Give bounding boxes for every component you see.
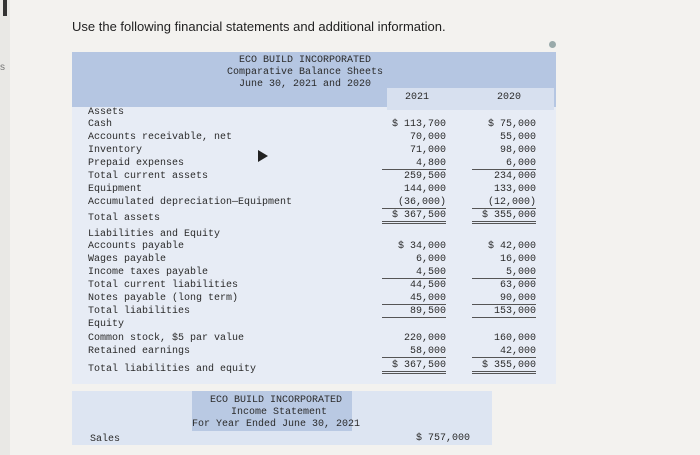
sales-value: $ 757,000 — [416, 433, 471, 444]
value-2021: 58,000 — [382, 346, 446, 358]
value-2021: (36,000) — [382, 197, 446, 209]
value-2020: 160,000 — [493, 333, 536, 344]
value-2021: 259,500 — [403, 171, 446, 182]
row-label: Equity — [88, 319, 125, 330]
value-2020: $ 42,000 — [487, 241, 536, 252]
value-2020: (12,000) — [472, 197, 536, 209]
value-2021: 45,000 — [382, 293, 446, 305]
row-label: Wages payable — [88, 254, 167, 265]
value-2021: 4,500 — [382, 267, 446, 279]
instruction-text: Use the following financial statements and additional information. — [72, 19, 446, 34]
row-label: Total current liabilities — [88, 280, 239, 291]
row-label: Total current assets — [88, 171, 209, 182]
year-2020: 2020 — [496, 92, 521, 103]
value-2020: 98,000 — [499, 145, 536, 156]
value-2021: $ 367,500 — [382, 210, 446, 224]
year-2021: 2021 — [404, 92, 429, 103]
value-2020: 55,000 — [499, 132, 536, 143]
value-2020: $ 75,000 — [487, 119, 536, 130]
statement-title: Comparative Balance Sheets — [226, 67, 384, 78]
row-label: Notes payable (long term) — [88, 293, 239, 304]
row-label: Total liabilities and equity — [88, 364, 257, 375]
balance-sheet — [72, 52, 556, 384]
row-label: Cash — [88, 119, 113, 130]
value-2021: 70,000 — [409, 132, 446, 143]
row-label: Accounts receivable, net — [88, 132, 233, 143]
value-2020: $ 355,000 — [472, 360, 536, 374]
value-2021: 6,000 — [415, 254, 446, 265]
marker-dot — [549, 41, 556, 48]
value-2020: 6,000 — [472, 158, 536, 170]
row-label: Common stock, $5 par value — [88, 333, 245, 344]
value-2020: 153,000 — [472, 306, 536, 318]
income-statement-title: Income Statement — [231, 407, 328, 418]
scroll-indicator — [3, 0, 7, 16]
row-label: Income taxes payable — [88, 267, 209, 278]
value-2020: 5,000 — [472, 267, 536, 279]
value-2021: 4,800 — [382, 158, 446, 170]
value-2020: 234,000 — [493, 171, 536, 182]
value-2020: 63,000 — [499, 280, 536, 291]
row-label: Assets — [88, 107, 125, 118]
value-2021: 44,500 — [409, 280, 446, 291]
row-label: Total assets — [88, 213, 161, 224]
row-label: Liabilities and Equity — [88, 229, 221, 240]
value-2020: 90,000 — [472, 293, 536, 305]
income-statement-date: For Year Ended June 30, 2021 — [192, 419, 361, 430]
value-2021: $ 34,000 — [397, 241, 446, 252]
company-name: ECO BUILD INCORPORATED — [238, 55, 372, 66]
value-2021: $ 367,500 — [382, 360, 446, 374]
row-label: Prepaid expenses — [88, 158, 185, 169]
side-mark: s — [0, 62, 5, 73]
row-label: Retained earnings — [88, 346, 191, 357]
income-statement — [72, 391, 492, 445]
value-2021: 71,000 — [409, 145, 446, 156]
value-2020: 42,000 — [472, 346, 536, 358]
income-company-name: ECO BUILD INCORPORATED — [210, 395, 343, 406]
row-label: Equipment — [88, 184, 143, 195]
row-label: Total liabilities — [88, 306, 191, 317]
statement-date: June 30, 2021 and 2020 — [238, 79, 372, 90]
value-2020: 16,000 — [499, 254, 536, 265]
sales-label: Sales — [90, 434, 121, 445]
row-label: Inventory — [88, 145, 143, 156]
value-2021: 220,000 — [403, 333, 446, 344]
value-2021: $ 113,700 — [391, 119, 446, 130]
mouse-pointer-icon — [258, 150, 268, 162]
value-2020: $ 355,000 — [472, 210, 536, 224]
value-2020: 133,000 — [493, 184, 536, 195]
value-2021: 144,000 — [403, 184, 446, 195]
row-label: Accounts payable — [88, 241, 185, 252]
left-margin — [0, 0, 10, 455]
value-2021: 89,500 — [382, 306, 446, 318]
row-label: Accumulated depreciation—Equipment — [88, 197, 293, 208]
